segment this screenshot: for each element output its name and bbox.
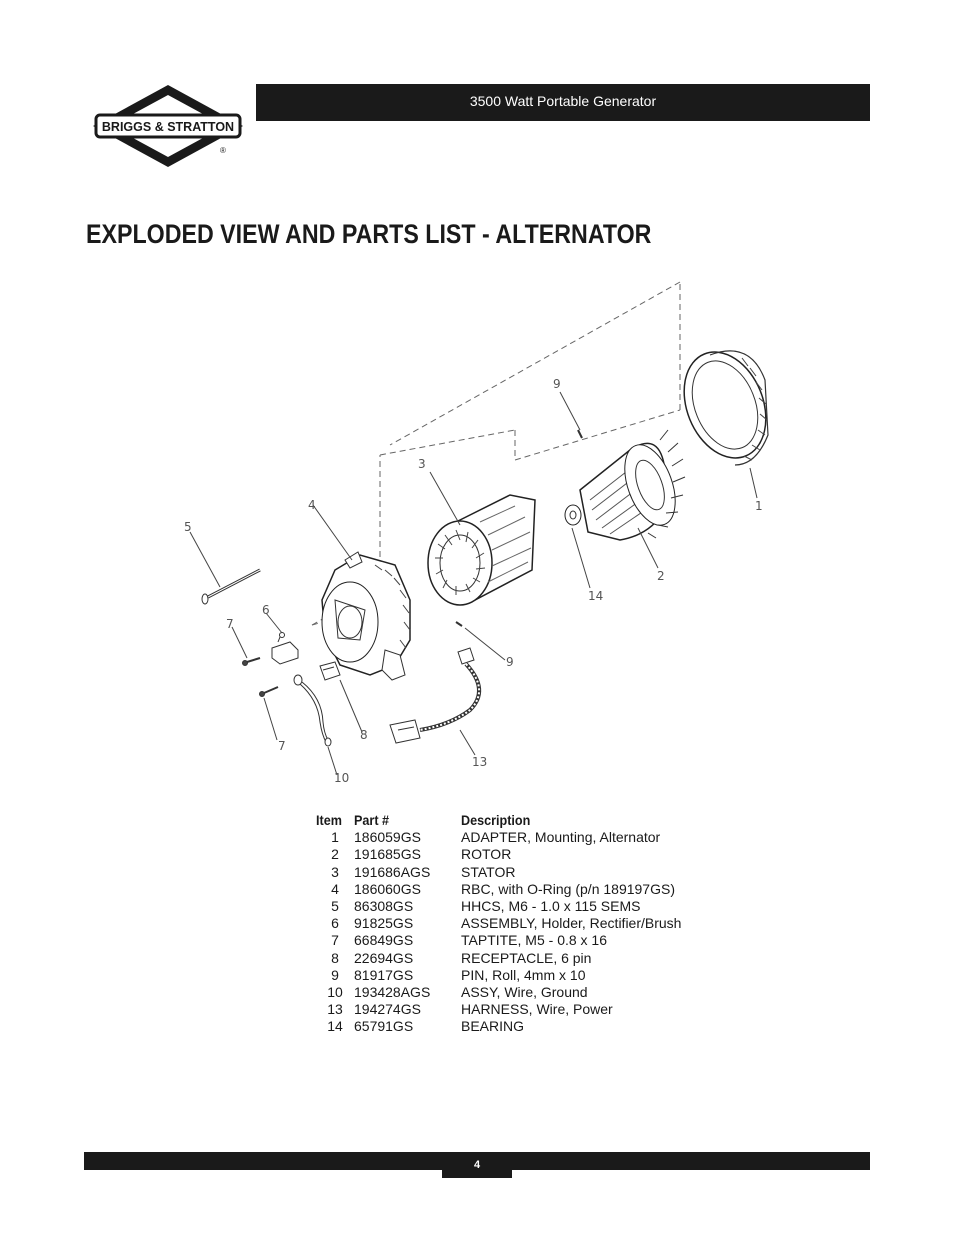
- cell-description: ROTOR: [461, 846, 512, 863]
- cell-description: ADAPTER, Mounting, Alternator: [461, 829, 661, 846]
- briggs-stratton-logo: [92, 84, 244, 168]
- table-row: [316, 984, 691, 1001]
- callout-9b: 9: [506, 655, 514, 669]
- callout-7a: 7: [226, 617, 234, 631]
- part-stator: [428, 495, 535, 605]
- callout-7b: 7: [278, 739, 286, 753]
- cell-item: 2: [331, 846, 339, 863]
- footer-bar-left: [84, 1152, 442, 1170]
- cell-part: 86308GS: [354, 898, 414, 915]
- callout-8: 8: [360, 728, 368, 742]
- table-row: [316, 1018, 691, 1035]
- registered-mark: ®: [220, 146, 226, 155]
- cell-part: 186060GS: [354, 880, 421, 897]
- parts-header-row: [316, 812, 691, 829]
- cell-part: 191685GS: [354, 846, 421, 863]
- cell-part: 194274GS: [354, 1001, 421, 1018]
- cell-part: 91825GS: [354, 915, 414, 932]
- callout-10: 10: [334, 771, 350, 785]
- table-row: [316, 1001, 691, 1018]
- cell-item: 5: [331, 898, 339, 915]
- cell-item: 7: [331, 932, 339, 949]
- cell-part: 191686AGS: [354, 863, 431, 880]
- cell-part: 81917GS: [354, 966, 414, 983]
- table-row: [316, 915, 691, 932]
- header-part: Part #: [354, 812, 390, 828]
- cell-item: 3: [331, 863, 339, 880]
- cell-part: 22694GS: [354, 949, 414, 966]
- part-ground-wire: [294, 675, 331, 746]
- cell-part: 186059GS: [354, 829, 421, 846]
- table-row: [316, 950, 691, 967]
- callout-2: 2: [657, 569, 665, 583]
- callout-13: 13: [472, 755, 488, 769]
- cell-description: TAPTITE, M5 - 0.8 x 16: [461, 932, 608, 949]
- table-row: [316, 846, 691, 863]
- cell-description: STATOR: [461, 863, 516, 880]
- parts-list: [316, 812, 691, 1036]
- cell-item: 9: [331, 966, 339, 983]
- cell-item: 6: [331, 915, 339, 932]
- part-brush-holder: [272, 632, 298, 664]
- table-row: [316, 898, 691, 915]
- cell-part: 65791GS: [354, 1018, 414, 1035]
- part-rbc-housing: [322, 552, 410, 680]
- cell-description: RBC, with O-Ring (p/n 189197GS): [461, 880, 675, 897]
- page-number: 4: [442, 1152, 512, 1178]
- part-receptacle: [320, 662, 340, 680]
- cell-description: ASSY, Wire, Ground: [461, 984, 588, 1001]
- table-row: [316, 829, 691, 846]
- part-harness: [390, 648, 479, 743]
- cell-description: RECEPTACLE, 6 pin: [461, 949, 592, 966]
- callout-1: 1: [755, 499, 763, 513]
- cell-item: 4: [331, 880, 339, 897]
- cell-part: 193428AGS: [354, 984, 431, 1001]
- callout-6: 6: [262, 603, 270, 617]
- table-row: [316, 864, 691, 881]
- cell-item: 10: [327, 984, 343, 1001]
- callout-4: 4: [308, 498, 316, 512]
- table-row: [316, 932, 691, 949]
- cell-description: HHCS, M6 - 1.0 x 115 SEMS: [461, 898, 641, 915]
- header-bar: [256, 84, 870, 121]
- cell-item: 14: [327, 1018, 343, 1035]
- callout-3: 3: [418, 457, 426, 471]
- parts-table: [316, 812, 691, 1036]
- part-rotor: [565, 430, 685, 540]
- table-row: [316, 967, 691, 984]
- part-bolt: [202, 570, 260, 604]
- footer-bar-right: [512, 1152, 870, 1170]
- cell-description: HARNESS, Wire, Power: [461, 1001, 613, 1018]
- cell-item: 8: [331, 949, 339, 966]
- table-row: [316, 881, 691, 898]
- part-screws: [243, 658, 279, 697]
- part-adapter-ring: [669, 340, 781, 470]
- cell-description: BEARING: [461, 1018, 525, 1035]
- exploded-view-diagram: [160, 270, 800, 800]
- callout-14: 14: [588, 589, 604, 603]
- document-title: 3500 Watt Portable Generator: [469, 93, 657, 109]
- cell-part: 66849GS: [354, 932, 414, 949]
- callout-9a: 9: [553, 377, 561, 391]
- header-description: Description: [461, 812, 531, 828]
- cell-description: ASSEMBLY, Holder, Rectifier/Brush: [461, 915, 682, 932]
- cell-item: 1: [331, 829, 339, 846]
- header-item: Item: [316, 812, 342, 828]
- logo-text: BRIGGS & STRATTON: [101, 120, 235, 134]
- page-heading: EXPLODED VIEW AND PARTS LIST - ALTERNATOR: [86, 219, 652, 249]
- cell-item: 13: [327, 1001, 343, 1018]
- cell-description: PIN, Roll, 4mm x 10: [461, 966, 586, 983]
- callout-5: 5: [184, 520, 192, 534]
